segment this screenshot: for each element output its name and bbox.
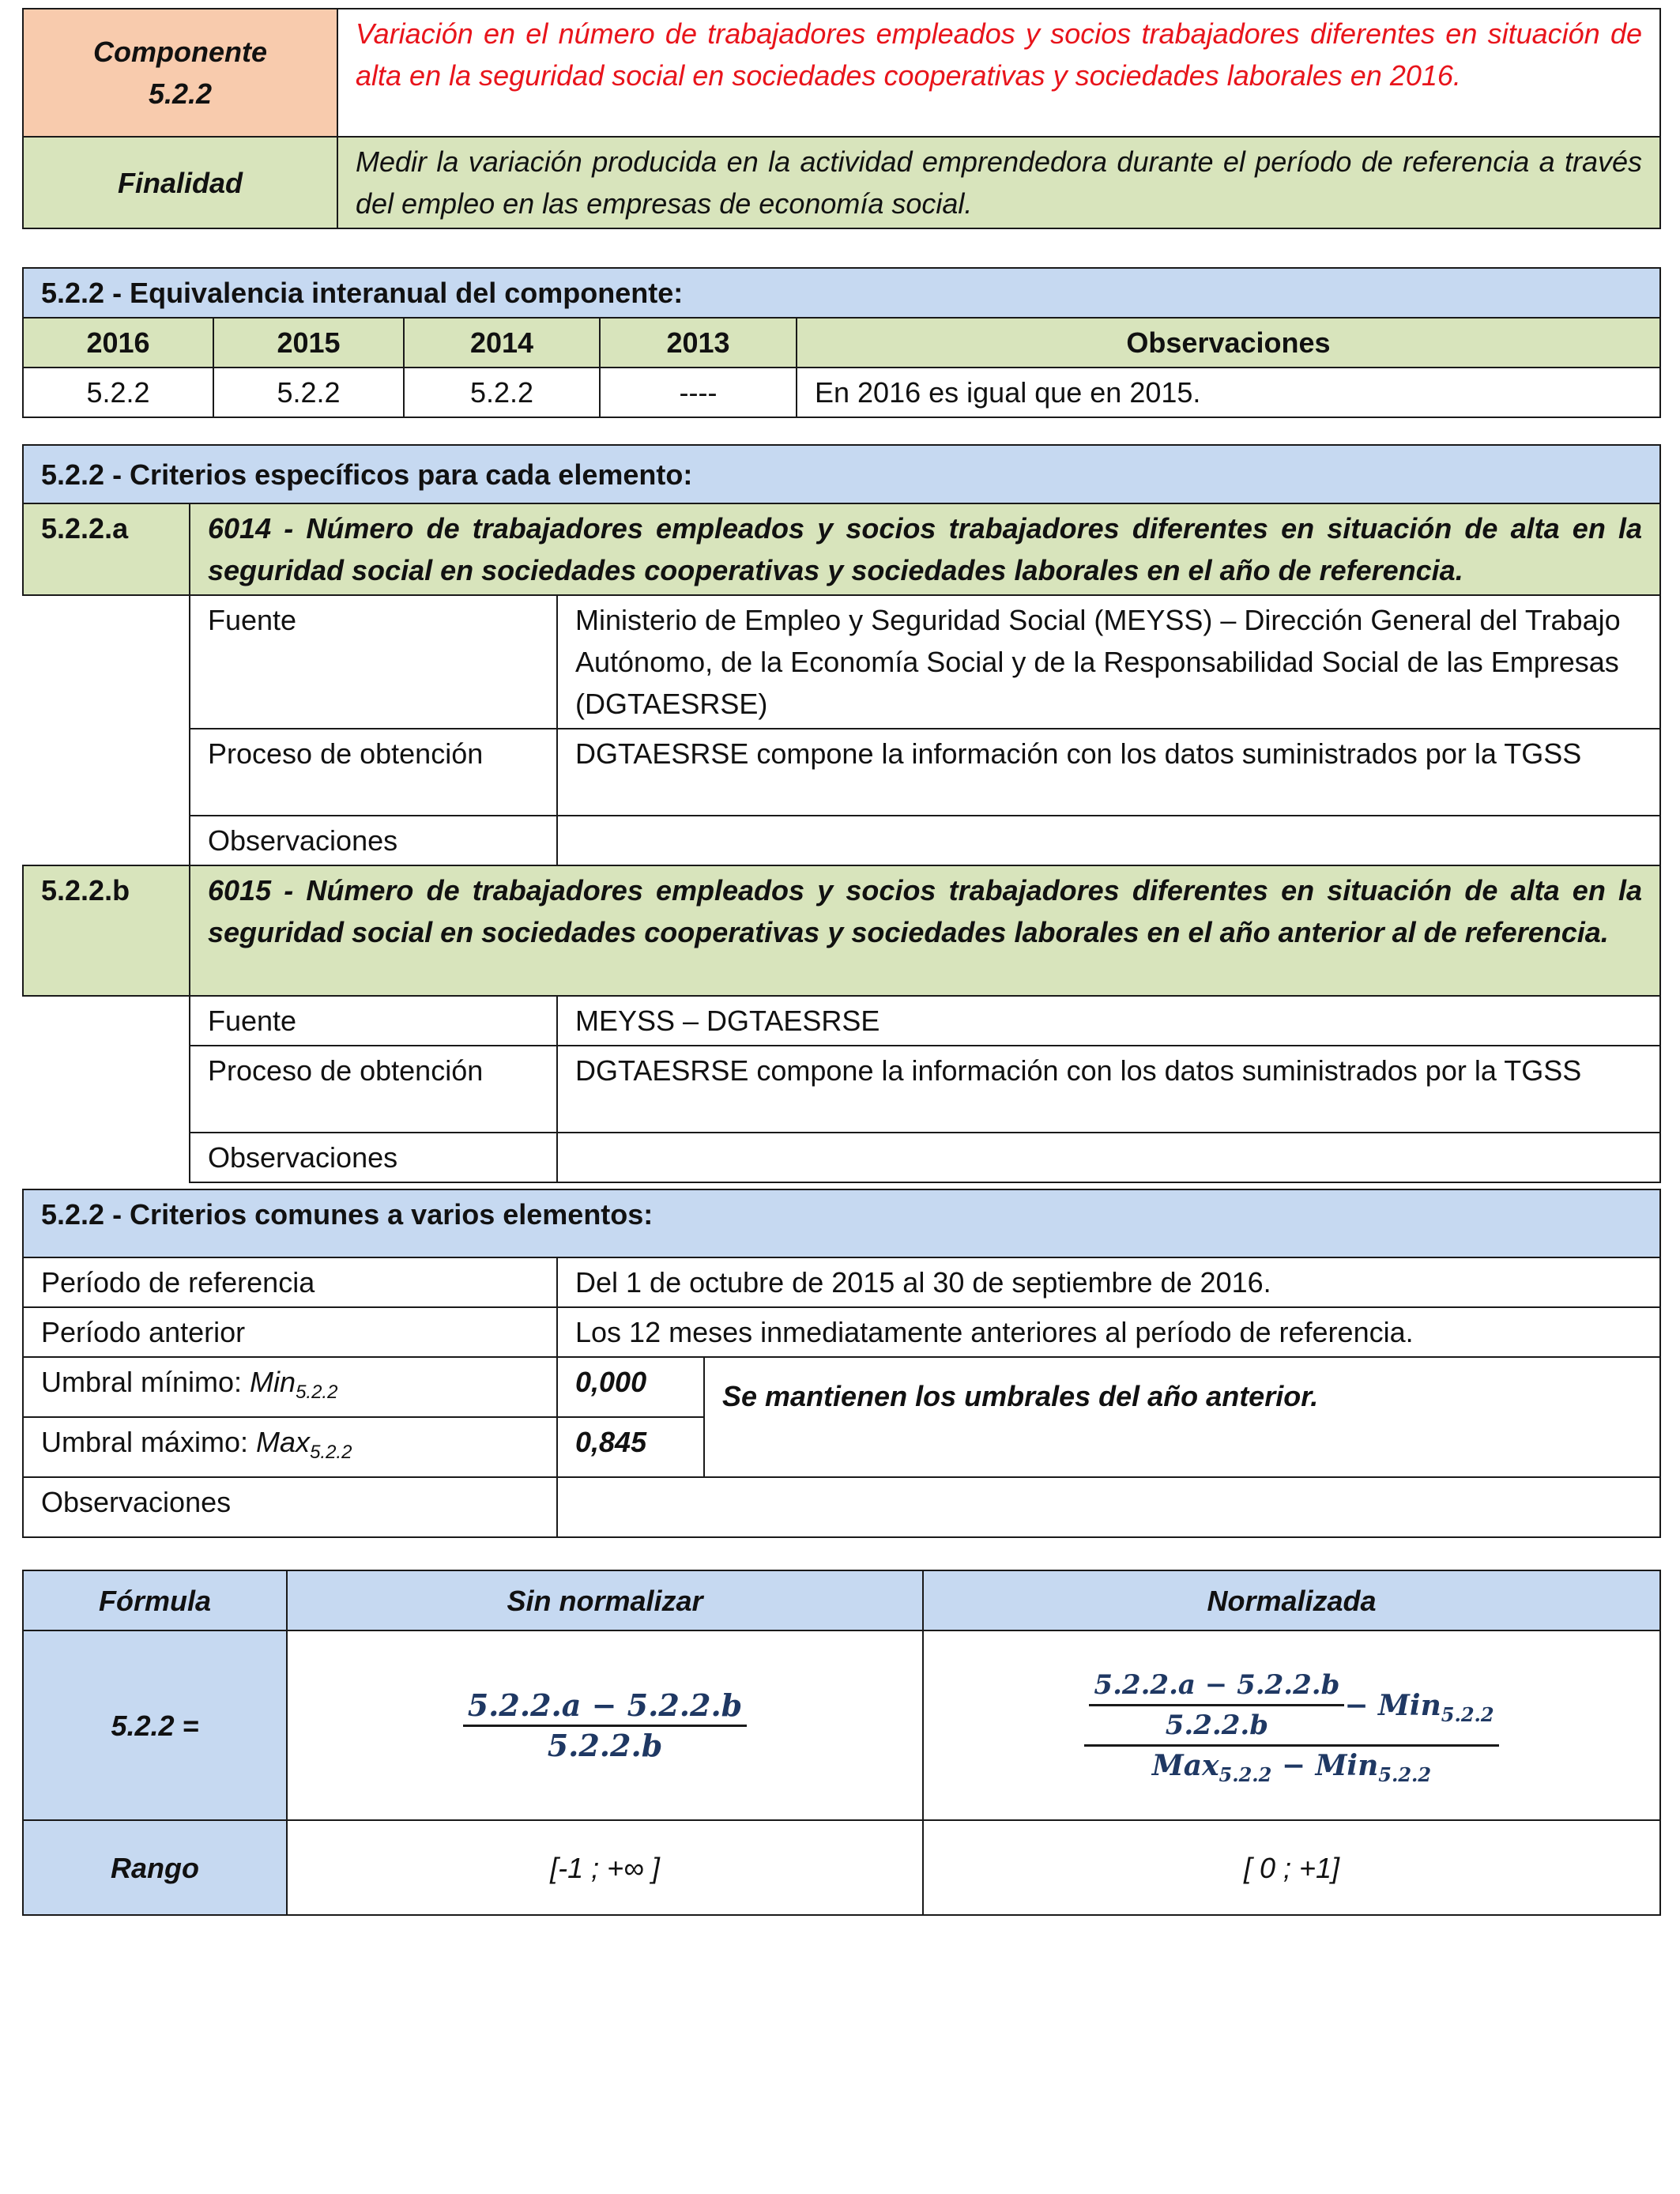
equivalence-cell-2016: 5.2.2 (23, 368, 213, 417)
range-normalized: [ 0 ; +1] (923, 1820, 1660, 1915)
normalized-inner-numerator: 5.2.2.a − 5.2.2.b (1089, 1666, 1344, 1706)
range-raw: [-1 ; +∞ ] (287, 1820, 923, 1915)
formula-col-normalized: Normalizada (923, 1570, 1660, 1630)
min-threshold-label: Umbral mínimo: Min$_{5.2.2}$ (23, 1357, 557, 1417)
formula-normalized (923, 1630, 1660, 1820)
common-criteria-table (22, 1189, 1661, 1538)
element-a-source-value: Ministerio de Empleo y Seguridad Social (MEYSS) – Dirección General del Trabajo Autónomo, de la Economía Social y de la Responsabilidad Social de las Empresas (DGTAESRSE) (557, 595, 1660, 729)
normalized-fraction (1084, 1666, 1498, 1785)
common-observations-value (557, 1477, 1660, 1537)
element-b-process-value: DGTAESRSE compone la información con los datos suministrados por la TGSS (557, 1046, 1660, 1133)
element-b-source-value: MEYSS – DGTAESRSE (557, 996, 1660, 1046)
reference-period-value: Del 1 de octubre de 2015 al 30 de septiembre de 2016. (557, 1257, 1660, 1307)
equivalence-col-observations: Observaciones (797, 318, 1660, 368)
equivalence-col-2015: 2015 (213, 318, 404, 368)
normalized-denominator: Max$_{5.2.2}$ − Min$_{5.2.2}$ (1151, 1749, 1432, 1787)
formula-row-label: 5.2.2 = (23, 1630, 287, 1820)
normalized-inner-fraction (1089, 1666, 1344, 1744)
element-b-observations-value (557, 1133, 1660, 1182)
component-label-cell (23, 9, 337, 137)
common-observations-label: Observaciones (23, 1477, 557, 1537)
equivalence-col-2016: 2016 (23, 318, 213, 368)
formula-raw (287, 1630, 923, 1820)
equivalence-col-2013: 2013 (600, 318, 797, 368)
equivalence-cell-observations: En 2016 es igual que en 2015. (797, 368, 1660, 417)
purpose-description: Medir la variación producida en la actividad emprendedora durante el período de referencia a través del empleo en las empresas de economía social. (337, 137, 1660, 228)
element-b-process-label: Proceso de obtención (190, 1046, 557, 1133)
specific-criteria-table (22, 444, 1661, 1183)
common-criteria-title: 5.2.2 - Criterios comunes a varios elementos: (23, 1189, 1660, 1257)
element-b-description: 6015 - Número de trabajadores empleados y socios trabajadores diferentes en situación de alta en la seguridad social en sociedades cooperativas y sociedades laborales en el año anterior al de referencia. (190, 865, 1660, 996)
reference-period-label: Período de referencia (23, 1257, 557, 1307)
formula-table (22, 1570, 1661, 1916)
element-a-observations-value (557, 816, 1660, 865)
component-table (22, 8, 1661, 229)
max-threshold-value: 0,845 (557, 1417, 704, 1477)
element-a-process-value: DGTAESRSE compone la información con los datos suministrados por la TGSS (557, 729, 1660, 816)
component-code: 5.2.2 (148, 77, 213, 110)
equivalence-table (22, 267, 1661, 418)
component-description: Variación en el número de trabajadores empleados y socios trabajadores diferentes en situación de alta en la seguridad social en sociedades cooperativas y sociedades laborales en 2016. (337, 9, 1660, 137)
previous-period-value: Los 12 meses inmediatamente anteriores al período de referencia. (557, 1307, 1660, 1357)
element-b-observations-label: Observaciones (190, 1133, 557, 1182)
threshold-note: Se mantienen los umbrales del año anterior. (704, 1357, 1660, 1477)
equivalence-col-2014: 2014 (404, 318, 600, 368)
component-label: Componente (93, 36, 267, 68)
previous-period-label: Período anterior (23, 1307, 557, 1357)
element-a-observations-label: Observaciones (190, 816, 557, 865)
equivalence-title: 5.2.2 - Equivalencia interanual del componente: (23, 268, 1660, 318)
equivalence-cell-2013: ---- (600, 368, 797, 417)
max-threshold-label: Umbral máximo: Max$_{5.2.2}$ (23, 1417, 557, 1477)
element-a-description: 6014 - Número de trabajadores empleados y socios trabajadores diferentes en situación de alta en la seguridad social en sociedades cooperativas y sociedades laborales en el año de referencia. (190, 503, 1660, 595)
range-label: Rango (23, 1820, 287, 1915)
element-a-source-label: Fuente (190, 595, 557, 729)
min-threshold-value: 0,000 (557, 1357, 704, 1417)
normalized-inner-denominator: 5.2.2.b (1165, 1710, 1269, 1741)
raw-fraction (463, 1687, 748, 1765)
element-b-code: 5.2.2.b (23, 865, 190, 996)
element-b-source-label: Fuente (190, 996, 557, 1046)
equivalence-cell-2015: 5.2.2 (213, 368, 404, 417)
element-a-process-label: Proceso de obtención (190, 729, 557, 816)
normalized-minus-min: − Min$_{5.2.2}$ (1344, 1688, 1494, 1726)
element-a-code: 5.2.2.a (23, 503, 190, 595)
raw-numerator: 5.2.2.a − 5.2.2.b (463, 1687, 748, 1727)
formula-col-label: Fórmula (23, 1570, 287, 1630)
specific-criteria-title: 5.2.2 - Criterios específicos para cada elemento: (23, 445, 1660, 503)
formula-col-raw: Sin normalizar (287, 1570, 923, 1630)
purpose-label: Finalidad (23, 137, 337, 228)
equivalence-cell-2014: 5.2.2 (404, 368, 600, 417)
raw-denominator: 5.2.2.b (547, 1727, 663, 1763)
